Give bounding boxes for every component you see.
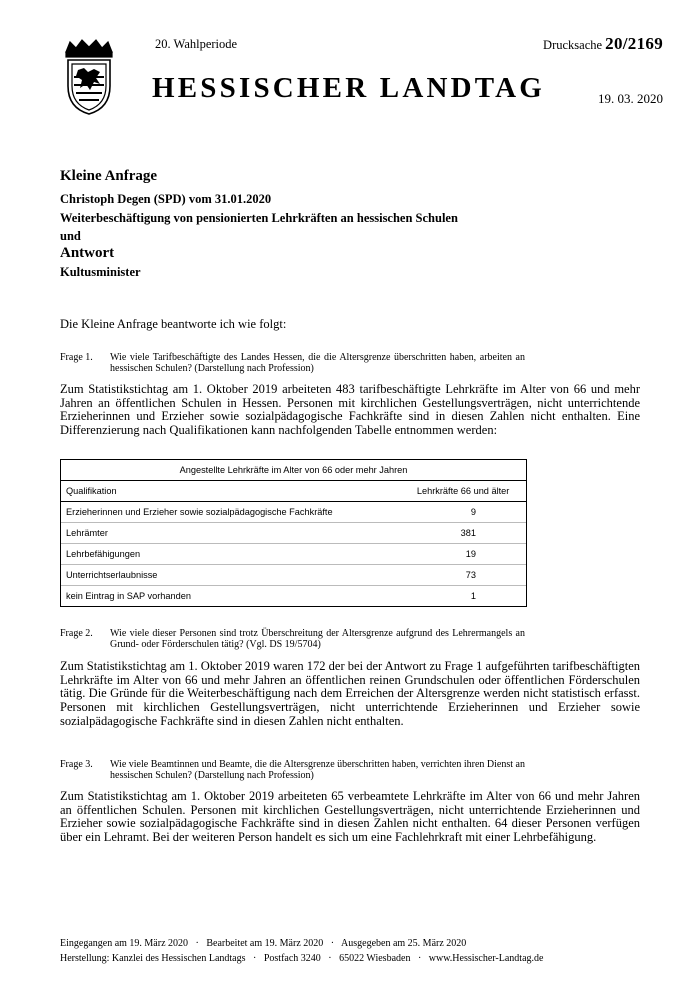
table-cell-label: Erzieherinnen und Erzieher sowie sozialpädagogische Fachkräfte (61, 502, 401, 523)
table-cell-label: kein Eintrag in SAP vorhanden (61, 586, 401, 607)
subject-line: Weiterbeschäftigung von pensionierten Lehrkräften an hessischen Schulen (60, 211, 458, 225)
table-header-qualifikation: Qualifikation (61, 481, 401, 502)
table-cell-value: 381 (400, 523, 526, 544)
qualification-table (60, 459, 527, 607)
table-cell-value: 73 (400, 565, 526, 586)
drucksache (543, 34, 663, 54)
footer-dates: Eingegangen am 19. März 2020 · Bearbeitet am 19. März 2020 · Ausgegeben am 25. März 2020 (60, 938, 467, 949)
ministry-line: Kultusminister (60, 265, 141, 279)
question-1-text: Wie viele Tarifbeschäftigte des Landes Hessen, die die Altersgrenze überschritten haben, arbeiten an hessischen Schulen? (Darstellung nach Profession) (110, 352, 525, 374)
question-2-text: Wie viele dieser Personen sind trotz Überschreitung der Altersgrenze aufgrund des Lehrermangels an Grund- oder Förderschulen tätig? (Vgl. DS 19/5704) (110, 628, 525, 650)
answer-3: Zum Statistikstichtag am 1. Oktober 2019 arbeiteten 65 verbeamtete Lehrkräfte im Alter von 66 und mehr Jahren an öffentlichen Schulen. Personen mit kirchlichen Gestellungsverträgen, nicht unterrichtende Erzieherinnen und Erzieher sowie sozialpädagogische Fachkräfte sind in diesen Zahlen nicht enthalten. 64 dieser Personen verfügen über ein Lehramt. Bei der weiteren Person handelt es sich um eine Fachlehrkraft mit einer Lehrbefähigung. (60, 789, 640, 845)
table-row (61, 565, 527, 586)
und-line: und (60, 229, 81, 243)
drucksache-label: Drucksache (543, 38, 603, 52)
table-row (61, 523, 527, 544)
author-line: Christoph Degen (SPD) vom 31.01.2020 (60, 192, 272, 206)
table-cell-value: 9 (400, 502, 526, 523)
table-header-count: Lehrkräfte 66 und älter (400, 481, 526, 502)
table-cell-value: 1 (400, 586, 526, 607)
landtag-title: HESSISCHER LANDTAG (152, 72, 546, 104)
drucksache-number: 20/2169 (605, 34, 663, 53)
table-caption: Angestellte Lehrkräfte im Alter von 66 oder mehr Jahren (61, 460, 527, 481)
table-row (61, 586, 527, 607)
question-2-label: Frage 2. (60, 628, 93, 639)
hesse-coat-of-arms-icon (60, 38, 118, 116)
kleine-anfrage-heading: Kleine Anfrage (60, 168, 158, 184)
footer-imprint: Herstellung: Kanzlei des Hessischen Landtags · Postfach 3240 · 65022 Wiesbaden · www.Hessischer-Landtag.de (60, 953, 544, 964)
antwort-heading: Antwort (60, 245, 115, 261)
document-date: 19. 03. 2020 (598, 91, 663, 106)
question-3-label: Frage 3. (60, 759, 93, 770)
answer-1: Zum Statistikstichtag am 1. Oktober 2019 arbeiteten 483 tarifbeschäftigte Lehrkräfte im Alter von 66 und mehr Jahren an öffentlichen Schulen in Hessen. Personen mit kirchlichen Gestellungsverträgen, nicht unterrichtende Erzieherinnen und Erzieher sowie sozialpädagogische Fachkräfte sind in diesen Zahlen nicht enthalten. Eine Differenzierung nach Qualifikationen kann nachfolgenden Tabelle entnommen werden: (60, 382, 640, 438)
question-1-label: Frage 1. (60, 352, 93, 363)
table-cell-label: Lehrbefähigungen (61, 544, 401, 565)
question-3-text: Wie viele Beamtinnen und Beamte, die die Altersgrenze überschritten haben, verrichten ihren Dienst an hessischen Schulen? (Darstellung nach Profession) (110, 759, 525, 781)
table-row (61, 544, 527, 565)
intro-text: Die Kleine Anfrage beantworte ich wie folgt: (60, 317, 287, 331)
table-cell-label: Lehrämter (61, 523, 401, 544)
table-row (61, 502, 527, 523)
table-cell-label: Unterrichtserlaubnisse (61, 565, 401, 586)
wahlperiode: 20. Wahlperiode (155, 37, 238, 51)
table-cell-value: 19 (400, 544, 526, 565)
answer-2: Zum Statistikstichtag am 1. Oktober 2019 waren 172 der bei der Antwort zu Frage 1 aufgeführten tarifbeschäftigten Lehrkräfte im Alter von 66 und mehr Jahren an öffentlichen reinen Grundschulen oder öffentlichen Förderschulen tätig. Die Gründe für die Weiterbeschäftigung nach dem Erreichen der Altersgrenze werden nicht statistisch erfasst. Personen mit kirchlichen Gestellungsverträgen, nicht unterrichtende Erzieherinnen und Erzieher sowie sozialpädagogische Fachkräfte sind in diesen Zahlen nicht enthalten. (60, 659, 640, 728)
